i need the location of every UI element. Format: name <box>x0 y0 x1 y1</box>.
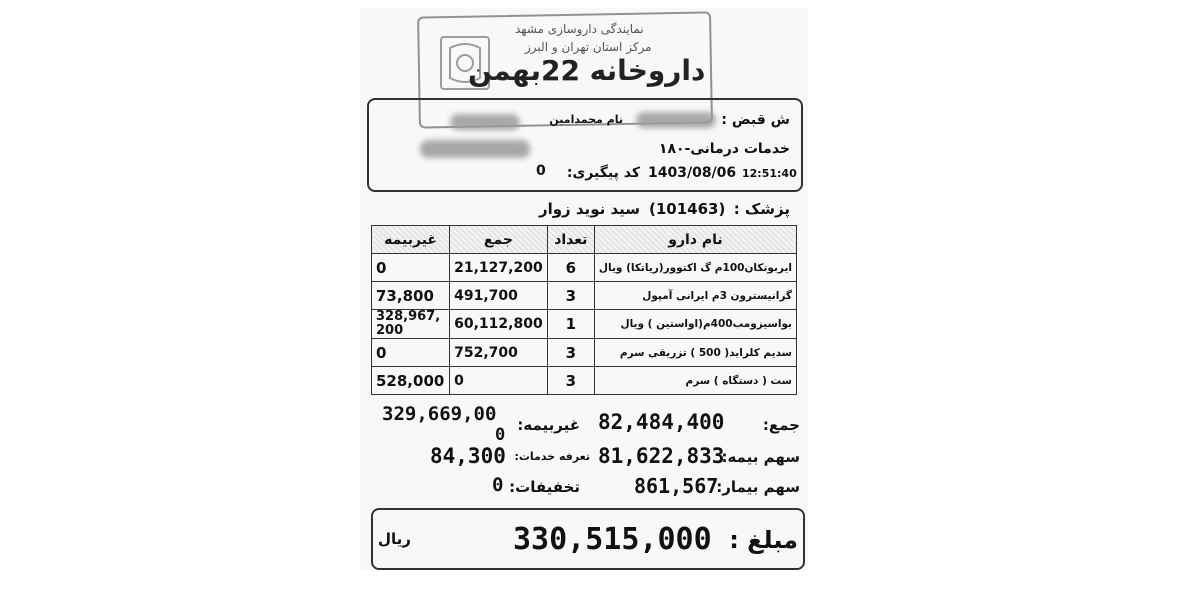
table-row <box>372 282 797 310</box>
row-total: 752,700 <box>450 339 548 367</box>
stamp-line-2: مرکز استان تهران و البرز <box>525 40 652 54</box>
row-qty: 3 <box>547 282 594 310</box>
row-qty: 3 <box>547 367 594 395</box>
sum-total-value: 82,484,400 <box>598 410 725 434</box>
doctor-name: سید نوید زوار <box>538 200 640 218</box>
row-total: 21,127,200 <box>450 254 548 282</box>
row-qty: 3 <box>547 339 594 367</box>
row-uninsured: 528,000 <box>372 367 450 395</box>
receipt-date: 1403/08/06 <box>648 165 737 181</box>
doctor-label: پزشک : <box>733 200 790 218</box>
pharmacy-name: داروخانه 22بهمن <box>468 54 706 87</box>
col-total-header: جمع <box>450 226 548 254</box>
patient-name-label: نام محمدامین <box>549 113 623 126</box>
row-uninsured: 0 <box>372 254 450 282</box>
patient-share-value: 861,567 <box>634 474 719 498</box>
redacted-patient-name <box>450 114 520 130</box>
service-line: خدمات درمانی-۱۸۰ <box>658 141 790 157</box>
row-drug-name: گرانیسترون 3م ایرانی آمپول <box>594 282 796 310</box>
table-row <box>372 254 797 282</box>
row-drug-name: ایربوتکان100م گ اکتوور(ریاتکا) ویال <box>594 254 796 282</box>
row-total: 60,112,800 <box>450 310 548 339</box>
service-tariff-value: 84,300 <box>430 444 506 468</box>
table-header-row <box>372 226 797 254</box>
receipt-time: 12:51:40 <box>742 167 797 180</box>
discounts-value: 0 <box>492 474 504 496</box>
table-row <box>372 367 797 395</box>
row-qty: 6 <box>547 254 594 282</box>
uninsured-total-value: 329,669,00 <box>382 403 497 425</box>
row-drug-name: سدیم کلراید( 500 ) تزریقی سرم <box>594 339 796 367</box>
patient-share-label: سهم بیمار: <box>716 478 800 496</box>
row-total: 0 <box>450 367 548 395</box>
col-uninsured-header: غیربیمه <box>372 226 450 254</box>
row-qty: 1 <box>547 310 594 339</box>
table-row <box>372 310 797 339</box>
row-drug-name: ست ( دستگاه ) سرم <box>594 367 796 395</box>
col-name-header: نام دارو <box>594 226 796 254</box>
stamp-line-1: نمایندگی داروسازی مشهد <box>515 22 644 36</box>
redacted-receipt-no <box>636 112 716 128</box>
row-total: 491,700 <box>450 282 548 310</box>
drug-items-table <box>371 225 797 395</box>
row-uninsured: 328,967,200 <box>372 310 450 339</box>
redacted-service-id <box>420 140 530 158</box>
table-row <box>372 339 797 367</box>
currency-label: ریال <box>378 530 411 548</box>
final-amount-value: 330,515,000 <box>513 522 712 557</box>
uninsured-total-label: غیربیمه: <box>517 416 580 434</box>
sum-total-label: جمع: <box>762 416 800 434</box>
doctor-code: (101463) <box>649 200 726 218</box>
uninsured-total-value-overflow: 0 <box>495 425 506 445</box>
service-tariff-label: تعرفه خدمات: <box>514 450 590 463</box>
insurance-share-value: 81,622,833 <box>598 444 725 468</box>
insurance-share-label: سهم بیمه: <box>721 448 800 466</box>
tracking-label: کد پیگیری: <box>566 165 640 181</box>
final-amount-label: مبلغ : <box>729 526 798 554</box>
discounts-label: تخفیفات: <box>509 478 580 496</box>
tracking-value: 0 <box>536 163 546 179</box>
row-uninsured: 0 <box>372 339 450 367</box>
col-qty-header: تعداد <box>547 226 594 254</box>
row-drug-name: بواسیزومب400م(اواستین ) ویال <box>594 310 796 339</box>
receipt-no-label: ش قبض : <box>721 112 790 128</box>
row-uninsured: 73,800 <box>372 282 450 310</box>
